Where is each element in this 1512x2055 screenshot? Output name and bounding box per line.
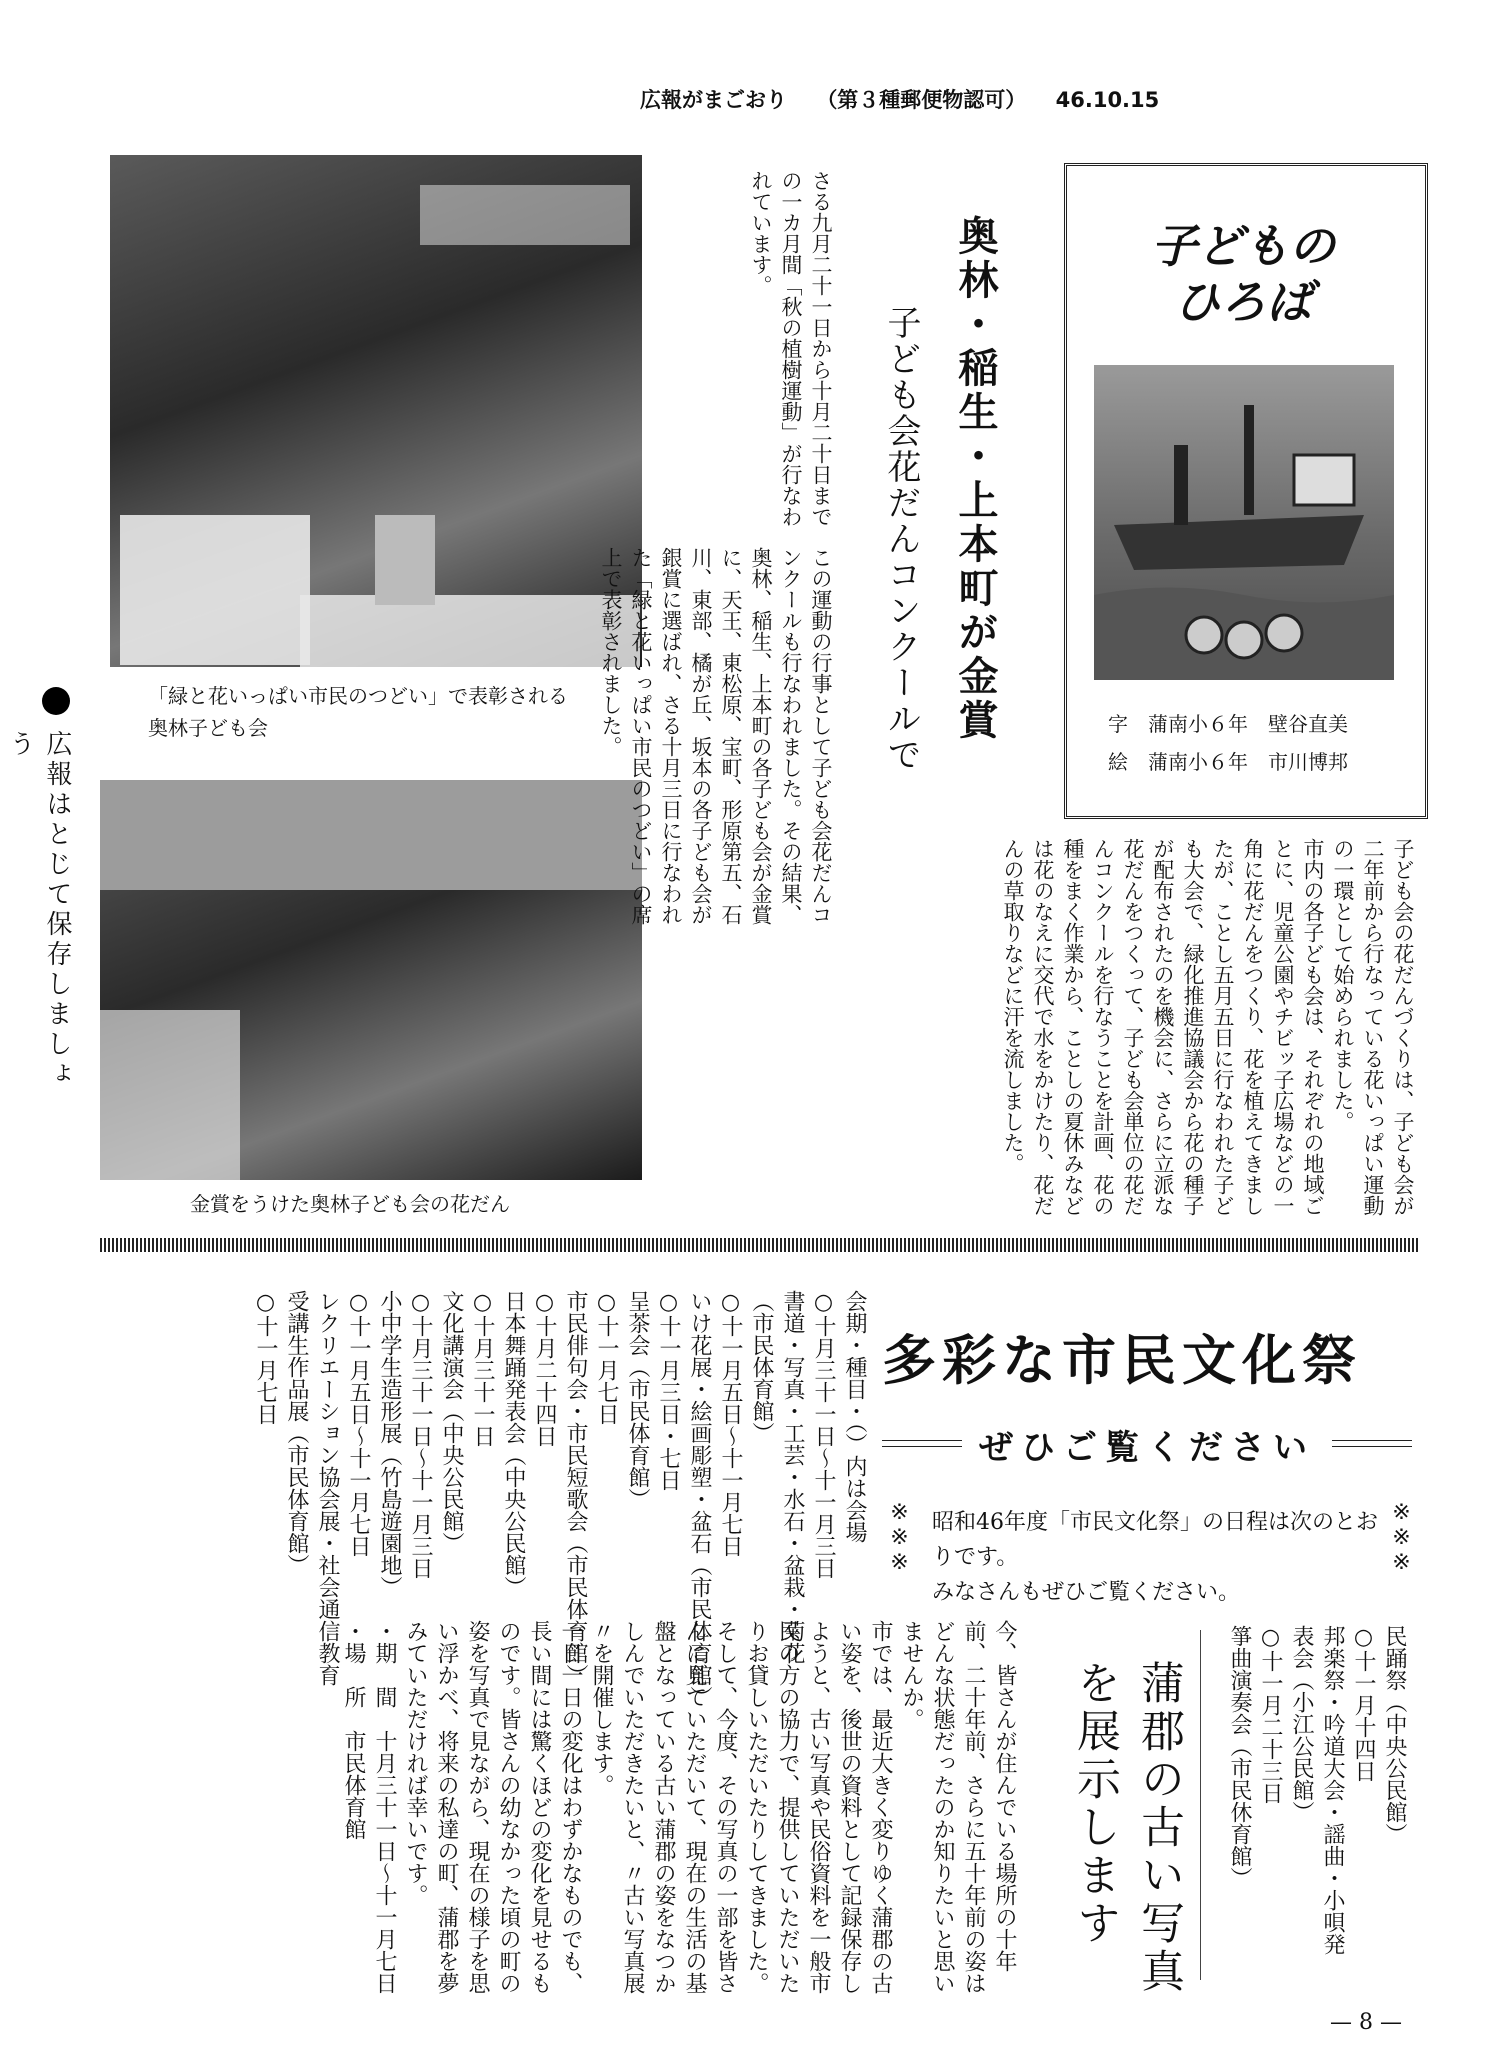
old-photos-para2: 市では、最近大きく変りゆく蒲郡の古い姿を、後世の資料として記録保存しようと、古い写真や民俗資料を一般市民の方の協力で、提供していただいたりお貸しいただいたりしてきました。 [744,1620,893,1994]
schedule-item: ○十一月七日 [253,1290,278,1425]
schedule-item: 小中学生造形展（竹島遊園地） [377,1290,402,1598]
photo2-caption: 金賞をうけた奥林子ども会の花だん [190,1192,510,1216]
old-photos-period: ・期 間 十月三十一日〜十一月七日 [372,1620,397,1994]
flower-body-top [688,170,836,540]
flower-para3: 子ども会の花だんづくりは、子ども会が二年前から行なっている花いっぱい運動の一環として始められました。 [1331,838,1415,1216]
schedule-item: 書道・写真・工芸・水石・盆栽・菊花（市民体育館） [749,1290,805,1664]
flower-body-lower [718,838,1418,1228]
schedule-item: いけ花展・絵画彫塑・盆石（市民体育館） [687,1290,712,1708]
festival-subtitle: ぜひご覧ください [979,1428,1315,1468]
stars-right: ※※※ [1389,1500,1414,1575]
stars-left: ※※※ [887,1500,912,1575]
festival-intro-line2: みなさんもぜひご覧ください。 [932,1580,1241,1605]
schedule-item: 箏曲演奏会（市民休育館） [1227,1625,1252,1889]
festival-subtitle-row [882,1420,1412,1468]
old-photos-place: ・場 所 市民体育館 [341,1620,366,1840]
flower-para4: 市内の各子ども会は、それぞれの地域ごとに、児童公園やチビッ子広場などの一角に花だんをつくり、花を植えてきましたが、ことし五月五日に行なわれた子ども大会で、緑化推進協議会から花の種子が配布されたのを機会に、さらに立派な花だんをつくって、子ども会単位の花だんコンクールを行なうことを計画、花の種をまく作業から、ことしの夏休みなどは花のなえに交代で水をかけたり、花だんの草取りなどに汗を流しました。 [1001,838,1325,1216]
old-photos-title-line2: を展示します [1069,1660,1120,1948]
schedule-item: 民踊祭（中央公民館） [1382,1625,1407,1845]
old-photos-para1: 今、皆さんが住んでいる場所の十年前、二十年前、さらに五十年前の姿はどんな状態だったのか知りたいと思いませんか。 [899,1620,1017,1994]
old-photos-body [100,1620,1020,2015]
masthead [640,84,1400,120]
schedule-item: ○十月三十一日 [470,1290,495,1447]
schedule-item: 呈茶会（市民体育館） [625,1290,650,1510]
kids-logo-line1: 子どもの [1151,219,1335,273]
schedule-item: 市民俳句会・市民短歌会（市民体育館） [563,1290,588,1686]
schedule-item: 日本舞踊発表会（中央公民館） [501,1290,526,1598]
bullet-dot-icon [42,687,70,715]
schedule-item: レクリエーション協会展・社会通信教育受講生作品展（市民体育館） [284,1290,340,1686]
schedule-item: 会期・種目・（）内は会場 [842,1290,867,1543]
kids-corner-logo [1128,218,1358,338]
photo1-caption-line1: 「緑と花いっぱい市民のつどい」で表彰される [148,684,568,708]
festival-intro-line1: 昭和46年度「市民文化祭」の日程は次のとおりです。 [932,1510,1378,1570]
schedule-item: ○十一月二十三日 [1258,1625,1283,1804]
flower-subhead: 子ども会花だんコンクールで [881,305,921,773]
schedule-item: ○十月三十一日〜十一月三日 [408,1290,433,1579]
schedule-item: ○十一月五日〜十一月七日 [346,1290,371,1557]
schedule-item: ○十一月七日 [594,1290,619,1425]
kids-credit-text: 字 蒲南小６年 壁谷直美 [1108,712,1348,736]
flower-para1: さる九月二十一日から十月二十日までの一カ月間「秋の植樹運動」が行なわれています。 [749,170,833,527]
schedule-item: ○十月三十一日〜十一月三日 [811,1290,836,1579]
schedule-item: ○十一月三日・七日 [656,1290,681,1491]
schedule-item: ○十一月十四日 [1351,1625,1376,1782]
flower-bed-photo [100,780,642,1180]
award-ceremony-photo [110,155,642,667]
photo1-caption [148,680,648,746]
schedule-item: 邦楽祭・吟道大会・謡曲・小唄発表会（小江公民館） [1289,1625,1345,1955]
publication-name: 広報がまごおり [640,88,787,112]
kids-logo-line2: ひろば [1174,275,1312,329]
old-photos-para3: そして、今度、その写真の一部を皆さんに見ていただいて、現在の生活の基盤となっている古い蒲郡の姿をなつかしんでいただきたいと、〃古い写真展〃を開催します。 [589,1620,738,1994]
old-photos-para4: 一日一日の変化はわずかなものでも、長い間には驚くほどの変化を見せるものです。皆さんの幼なかった頃の町の姿を写真で見ながら、現在の様子を思い浮かべ、将来の私達の町、蒲郡を夢みていただければ幸いです。 [403,1620,583,1994]
old-photos-title-line1: 蒲郡の古い写真 [1133,1660,1184,1996]
column-rule [1200,1630,1201,1980]
photo1-caption-line2: 奥林子ども会 [148,716,268,740]
schedule-item: ○十一月五日〜十一月七日 [718,1290,743,1557]
postal-permit: （第３種郵便物認可） [816,88,1027,112]
old-photos-title [1050,1660,1190,2020]
festival-schedule-continued [1210,1625,1410,1975]
flower-para2: この運動の行事として子ども会花だんコンクールも行なわれました。その結果、奥林、稲生、上本町の各子ども会が金賞に、天王、東松原、宝町、形原第五、石川、東部、橘が丘、坂本の各子ども会が銀賞に選ばれ、さる十月三日に行なわれた「緑と花いっぱい市民のつどい」の席上で表彰されました。 [599,547,833,925]
festival-title: 多彩な市民文化祭 [882,1328,1362,1392]
schedule-item: ○十月二十四日 [532,1290,557,1447]
flower-headline: 奥林・稲生・上本町が金賞 [952,215,999,743]
save-notice: 広報はとじて保存しましょう [5,730,72,1090]
issue-date: 46.10.15 [1055,88,1160,112]
kids-credit-art: 絵 蒲南小６年 市川博邦 [1108,750,1348,774]
schedule-item: 文化講演会（中央公民館） [439,1290,464,1554]
section-divider [100,1238,1418,1252]
festival-intro [932,1505,1380,1610]
ship-drawing-icon [1094,365,1394,680]
page-number: — 8 — [1330,2010,1402,2035]
